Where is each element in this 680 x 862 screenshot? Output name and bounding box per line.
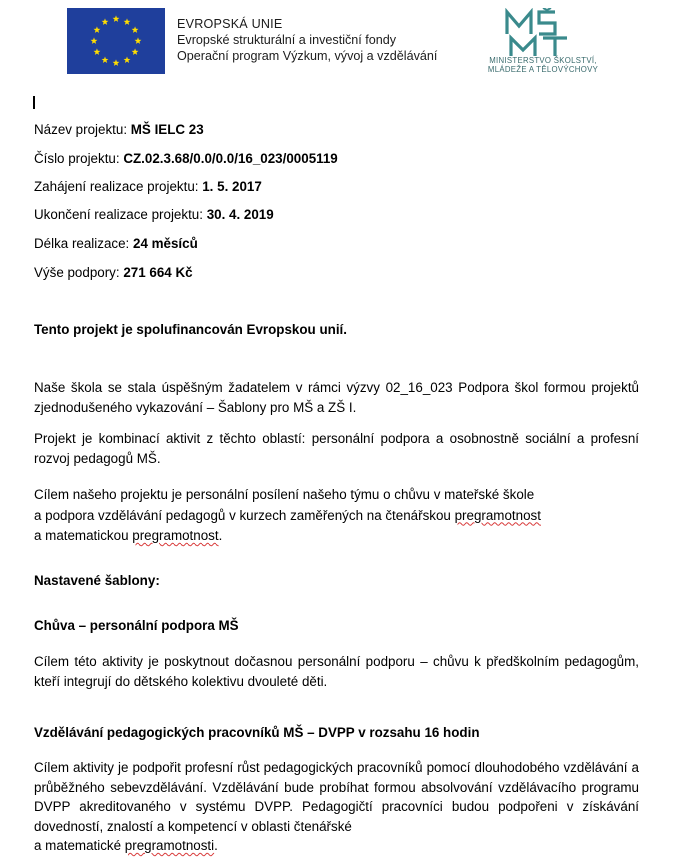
eu-star-icon	[132, 26, 139, 33]
section-2-text: a matematické	[34, 838, 125, 853]
info-label: Délka realizace:	[34, 236, 133, 251]
eu-flag-logo	[67, 8, 165, 74]
intro-p3-line1: Cílem našeho projektu je personální posílení našeho týmu o chůvu v mateřské škole	[34, 487, 535, 502]
project-duration-row	[34, 236, 198, 251]
eu-star-icon	[124, 56, 131, 63]
spellcheck-word: pregramotnosti	[124, 838, 215, 853]
eu-star-icon	[102, 56, 109, 63]
info-value: CZ.02.3.68/0.0/0.0/16_023/0005119	[123, 151, 338, 166]
intro-paragraph-2: Projekt je kombinací aktivit z těchto oblastí: personální podpora a osobnostně sociální a profesní rozvoj pedagogů MŠ.	[34, 431, 639, 466]
eu-star-icon	[132, 48, 139, 55]
spellcheck-word: pregramotnost	[454, 507, 541, 523]
cofinance-note: Tento projekt je spolufinancován Evropskou unií.	[34, 322, 347, 337]
project-end-row	[34, 207, 274, 222]
msmt-text	[478, 56, 608, 74]
intro-p3-text: a matematickou	[34, 528, 133, 543]
info-label: Název projektu:	[34, 122, 131, 137]
templates-heading: Nastavené šablony:	[34, 573, 160, 588]
section-2-body	[34, 758, 639, 856]
eu-stars-icon	[67, 8, 165, 74]
eu-star-icon	[124, 18, 131, 25]
intro-p3-text: a podpora vzdělávání pedagogů v kurzech zaměřených na čtenářskou	[34, 507, 455, 523]
info-label: Výše podpory:	[34, 265, 124, 280]
info-label: Číslo projektu:	[34, 151, 124, 166]
project-number-row	[34, 151, 338, 166]
eu-star-icon	[91, 37, 98, 44]
eu-text-block	[177, 16, 437, 64]
info-value: 1. 5. 2017	[202, 179, 262, 194]
project-support-row	[34, 265, 193, 280]
eu-star-icon	[135, 37, 142, 44]
info-label: Zahájení realizace projektu:	[34, 179, 203, 194]
info-label: Ukončení realizace projektu:	[34, 207, 207, 222]
msmt-line-2: MLÁDEŽE A TĚLOVÝCHOVY	[487, 65, 599, 74]
intro-paragraph-1: Naše škola se stala úspěšným žadatelem v rámci výzvy 02_16_023 Podpora škol formou projektů zjednodušeného vykazování – Šablony pro MŠ a ZŠ I.	[34, 380, 639, 415]
eu-star-icon	[113, 59, 120, 66]
eu-star-icon	[102, 18, 109, 25]
section-1-body: Cílem této aktivity je poskytnout dočasnou personální podporu – chůvu k předškolním pedagogům, kteří integrují do dětského kolektivu dvouleté děti.	[34, 654, 639, 689]
intro-p3-text: .	[218, 528, 223, 543]
eu-title: EVROPSKÁ UNIE	[177, 17, 283, 31]
info-value: 271 664 Kč	[123, 265, 193, 280]
section-1-title: Chůva – personální podpora MŠ	[34, 618, 239, 633]
eu-star-icon	[94, 48, 101, 55]
info-value: MŠ IELC 23	[130, 122, 204, 137]
info-value: 24 měsíců	[133, 236, 198, 251]
project-start-row	[34, 179, 262, 194]
section-2-text: .	[214, 838, 218, 853]
section-2-title: Vzdělávání pedagogických pracovníků MŠ – DVPP v rozsahu 16 hodin	[34, 725, 480, 740]
msmt-logo	[497, 8, 587, 60]
info-value: 30. 4. 2019	[206, 207, 274, 222]
section-2-text: Cílem aktivity je podpořit profesní růst pedagogických pracovníků pomocí dlouhodobého vzdělávání a průběžného sebevzdělávání. Vzdělávání bude probíhat formou absolvování vzdělávacího programu DVPP akreditovaného v systému DVPP. Pedagogičtí pracovníci budou podpořeni v získávání dovedností, znalostí a kompetencí v oblasti čtenářské	[34, 760, 639, 834]
intro-p3-line2	[34, 506, 639, 527]
text-cursor	[33, 96, 35, 109]
msmt-line-1: MINISTERSTVO ŠKOLSTVÍ,	[489, 56, 597, 65]
spellcheck-word: pregramotnost	[132, 528, 219, 543]
intro-paragraph-3	[34, 485, 639, 547]
eu-program-line: Operační program Výzkum, vývoj a vzdělávání	[177, 49, 438, 63]
project-name-row	[34, 122, 204, 137]
intro-p3-line3	[34, 526, 639, 547]
eu-funds-line: Evropské strukturální a investiční fondy	[177, 33, 397, 47]
document-header	[0, 0, 680, 90]
eu-star-icon	[94, 26, 101, 33]
eu-star-icon	[113, 15, 120, 22]
